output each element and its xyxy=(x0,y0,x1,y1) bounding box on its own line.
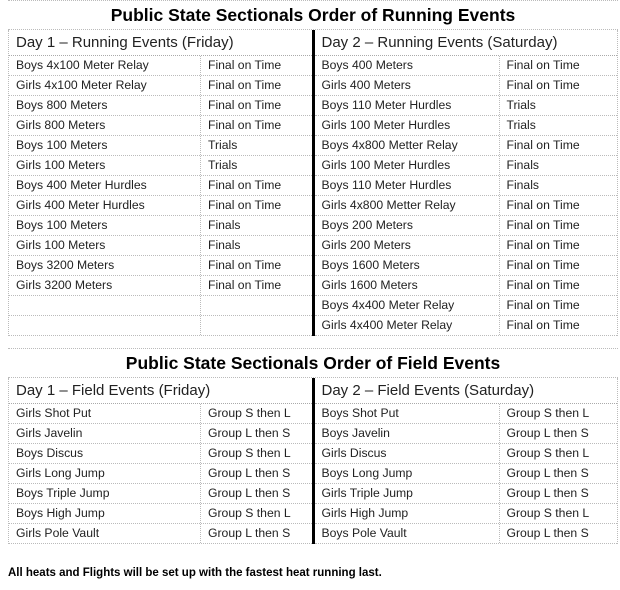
event-name: Boys High Jump xyxy=(9,504,201,523)
table-row xyxy=(9,56,312,76)
event-format: Group L then S xyxy=(506,466,589,480)
table-row xyxy=(315,76,618,96)
table-row xyxy=(9,404,312,424)
table-row xyxy=(9,116,312,136)
event-format: Finals xyxy=(208,238,241,252)
event-name: Boys 100 Meters xyxy=(9,136,201,155)
table-row xyxy=(315,276,618,296)
event-name: Girls Long Jump xyxy=(9,464,201,483)
event-name: Boys 110 Meter Hurdles xyxy=(315,96,500,115)
event-name: Boys Pole Vault xyxy=(315,524,500,543)
event-format xyxy=(201,296,312,315)
event-name: Boys 4x400 Meter Relay xyxy=(315,296,500,315)
table-row xyxy=(315,464,618,484)
table-row xyxy=(9,504,312,524)
event-name: Girls Javelin xyxy=(9,424,201,443)
table-row xyxy=(315,424,618,444)
event-format: Final on Time xyxy=(506,138,580,152)
event-name: Girls 400 Meters xyxy=(315,76,500,95)
event-format: Group L then S xyxy=(506,426,589,440)
event-name: Girls 200 Meters xyxy=(315,236,500,255)
event-format: Final on Time xyxy=(208,198,282,212)
event-format: Final on Time xyxy=(506,238,580,252)
event-name: Girls High Jump xyxy=(315,504,500,523)
event-format: Final on Time xyxy=(208,78,282,92)
table-row xyxy=(315,444,618,464)
table-row xyxy=(315,216,618,236)
running-events-section xyxy=(8,0,618,336)
table-row xyxy=(9,316,312,336)
event-format: Final on Time xyxy=(506,58,580,72)
table-row xyxy=(9,256,312,276)
event-format: Finals xyxy=(208,218,241,232)
table-row xyxy=(9,236,312,256)
table-row xyxy=(315,156,618,176)
table-row xyxy=(9,76,312,96)
table-row xyxy=(315,296,618,316)
event-format: Group S then L xyxy=(506,506,590,520)
running-day2-table xyxy=(312,30,619,336)
event-name: Boys Triple Jump xyxy=(9,484,201,503)
event-format xyxy=(201,316,312,335)
event-name: Girls Pole Vault xyxy=(9,524,201,543)
field-events-section xyxy=(8,348,618,544)
table-row xyxy=(315,236,618,256)
table-row xyxy=(9,96,312,116)
table-row xyxy=(315,56,618,76)
event-format: Group L then S xyxy=(208,486,291,500)
day-header: Day 2 – Running Events (Saturday) xyxy=(315,30,618,56)
event-format: Trials xyxy=(208,158,238,172)
table-row xyxy=(315,176,618,196)
table-row xyxy=(9,484,312,504)
event-format: Group L then S xyxy=(208,466,291,480)
table-row xyxy=(9,296,312,316)
event-name: Boys 4x100 Meter Relay xyxy=(9,56,201,75)
event-name: Boys 200 Meters xyxy=(315,216,500,235)
event-format: Group L then S xyxy=(208,526,291,540)
event-name: Girls 100 Meter Hurdles xyxy=(315,156,500,175)
event-format: Group S then L xyxy=(208,406,291,420)
event-name: Boys Shot Put xyxy=(315,404,500,423)
event-name: Boys 400 Meters xyxy=(315,56,500,75)
table-row xyxy=(315,316,618,336)
event-name: Girls 3200 Meters xyxy=(9,276,201,295)
running-events-title: Public State Sectionals Order of Running Events xyxy=(8,0,618,30)
event-format: Group S then L xyxy=(208,506,291,520)
event-format: Final on Time xyxy=(506,218,580,232)
table-row xyxy=(315,504,618,524)
event-format: Trials xyxy=(506,98,536,112)
event-format: Group L then S xyxy=(208,426,291,440)
event-name: Boys Long Jump xyxy=(315,464,500,483)
table-row xyxy=(315,256,618,276)
table-row xyxy=(315,404,618,424)
event-format: Trials xyxy=(506,118,536,132)
event-format: Final on Time xyxy=(506,258,580,272)
table-row xyxy=(9,136,312,156)
table-row xyxy=(9,176,312,196)
event-name: Girls 4x800 Metter Relay xyxy=(315,196,500,215)
event-name: Boys 100 Meters xyxy=(9,216,201,235)
event-format: Group L then S xyxy=(506,486,589,500)
table-row xyxy=(9,524,312,544)
event-name: Boys 400 Meter Hurdles xyxy=(9,176,201,195)
event-format: Finals xyxy=(506,158,540,172)
table-row xyxy=(315,484,618,504)
event-name: Boys 1600 Meters xyxy=(315,256,500,275)
event-format: Group S then L xyxy=(208,446,291,460)
event-name xyxy=(9,316,201,335)
event-name: Boys 3200 Meters xyxy=(9,256,201,275)
footer-note: All heats and Flights will be set up with the fastest heat running last. xyxy=(8,567,382,579)
table-row xyxy=(315,524,618,544)
table-row xyxy=(9,216,312,236)
event-format: Final on Time xyxy=(506,278,580,292)
table-row xyxy=(9,444,312,464)
event-name: Girls 800 Meters xyxy=(9,116,201,135)
table-row xyxy=(9,276,312,296)
day-header: Day 1 – Running Events (Friday) xyxy=(9,30,312,56)
day-header: Day 2 – Field Events (Saturday) xyxy=(315,378,618,404)
event-name xyxy=(9,296,201,315)
running-day1-table xyxy=(8,30,312,336)
table-row xyxy=(315,136,618,156)
event-format: Final on Time xyxy=(208,258,282,272)
event-format: Final on Time xyxy=(208,58,282,72)
event-format: Final on Time xyxy=(506,318,580,332)
table-row xyxy=(315,96,618,116)
event-format: Final on Time xyxy=(208,98,282,112)
event-format: Group S then L xyxy=(506,406,590,420)
event-format: Group S then L xyxy=(506,446,590,460)
table-row xyxy=(9,196,312,216)
event-name: Boys 110 Meter Hurdles xyxy=(315,176,500,195)
event-name: Girls 4x400 Meter Relay xyxy=(315,316,500,335)
day-header: Day 1 – Field Events (Friday) xyxy=(9,378,312,404)
event-format: Final on Time xyxy=(506,298,580,312)
field-day2-table xyxy=(312,378,619,544)
event-format: Final on Time xyxy=(506,198,580,212)
event-format: Final on Time xyxy=(208,278,282,292)
table-row xyxy=(9,464,312,484)
event-name: Girls 100 Meters xyxy=(9,236,201,255)
event-format: Finals xyxy=(506,178,540,192)
table-row xyxy=(315,116,618,136)
event-format: Group L then S xyxy=(506,526,589,540)
event-name: Boys 4x800 Metter Relay xyxy=(315,136,500,155)
event-name: Girls 100 Meters xyxy=(9,156,201,175)
table-row xyxy=(9,424,312,444)
event-format: Trials xyxy=(208,138,238,152)
table-row xyxy=(315,196,618,216)
event-name: Girls 100 Meter Hurdles xyxy=(315,116,500,135)
event-name: Boys Javelin xyxy=(315,424,500,443)
event-name: Girls 400 Meter Hurdles xyxy=(9,196,201,215)
field-day1-table xyxy=(8,378,312,544)
event-name: Girls 1600 Meters xyxy=(315,276,500,295)
event-name: Boys Discus xyxy=(9,444,201,463)
event-format: Final on Time xyxy=(208,178,282,192)
field-events-title: Public State Sectionals Order of Field Events xyxy=(8,348,618,378)
event-name: Girls 4x100 Meter Relay xyxy=(9,76,201,95)
event-name: Girls Discus xyxy=(315,444,500,463)
event-format: Final on Time xyxy=(506,78,580,92)
table-row xyxy=(9,156,312,176)
event-name: Girls Triple Jump xyxy=(315,484,500,503)
event-format: Final on Time xyxy=(208,118,282,132)
event-name: Boys 800 Meters xyxy=(9,96,201,115)
event-name: Girls Shot Put xyxy=(9,404,201,423)
